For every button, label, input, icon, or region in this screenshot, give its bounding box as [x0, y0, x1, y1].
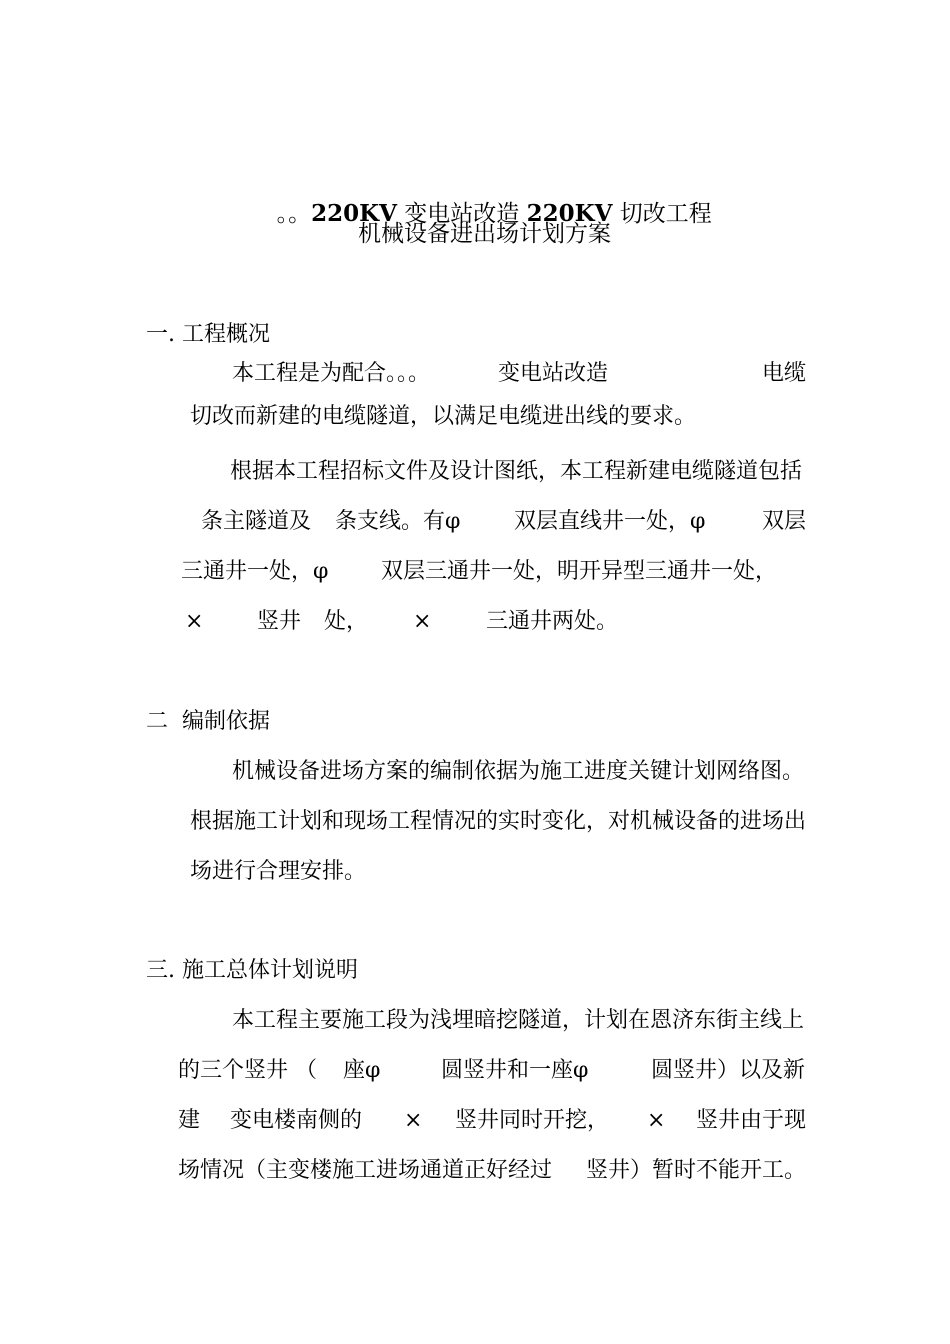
s1-p2-l3b: 双层三通井一处，明开异型三通井一处， [381, 559, 778, 584]
s3-l3d: 竖井同时开挖， [455, 1108, 610, 1133]
s1-p2-line1: 根据本工程招标文件及设计图纸，本工程新建电缆隧道包括 [230, 459, 803, 484]
document-subtitle: 机械设备进出场计划方案 [358, 221, 611, 247]
s3-l2b: 座φ [343, 1058, 381, 1083]
s3-l4b: 竖井）暂时不能开工。 [586, 1158, 807, 1183]
s1-p2-l4b: 竖井 [257, 609, 302, 634]
s1-p2-l2a: 条主隧道及 [201, 509, 312, 534]
s1-p1-line2: 切改而新建的电缆隧道，以满足电缆进出线的要求。 [190, 404, 697, 429]
section-1-heading: 一. 工程概况 [146, 322, 270, 347]
s3-l2a: 的三个竖井 （ [178, 1058, 317, 1083]
s3-l3c: × [404, 1108, 423, 1133]
s1-p1-text-c: 电缆 [762, 361, 807, 386]
s3-l3b: 变电楼南侧的 [230, 1108, 363, 1133]
s3-l2d: 圆竖井）以及新 [651, 1058, 806, 1083]
s1-p1-text-a: 本工程是为配合。。。 [232, 361, 431, 386]
s3-line1: 本工程主要施工段为浅埋暗挖隧道，计划在恩济东街主线上 [232, 1008, 805, 1033]
s1-p1-text-b: 变电站改造 [498, 361, 609, 386]
s3-l3f: 竖井由于现 [696, 1108, 807, 1133]
s3-l4a: 场情况（主变楼施工进场通道正好经过 [178, 1158, 553, 1183]
s2-line2: 根据施工计划和现场工程情况的实时变化，对机械设备的进场出 [190, 809, 807, 834]
title-mid: 变电站改造 [396, 201, 527, 227]
s1-p2-l4d: × [413, 609, 432, 634]
s1-p2-l2d: 双层 [762, 509, 807, 534]
s1-p2-l3a: 三通井一处，φ [181, 559, 329, 584]
s3-l3a: 建 [178, 1108, 201, 1133]
s3-l2c: 圆竖井和一座φ [441, 1058, 589, 1083]
section-2-heading: 二 编制依据 [146, 709, 270, 734]
s1-p2-l2b: 条支线。有φ [335, 509, 461, 534]
s1-p2-l2c: 双层直线井一处，φ [514, 509, 706, 534]
s3-l3e: × [647, 1108, 666, 1133]
title-voltage-2: 220KV [526, 200, 613, 227]
s1-p2-l4a: × [185, 609, 204, 634]
title-voltage-1: 220KV [311, 200, 397, 227]
s1-p2-l4e: 三通井两处。 [486, 609, 619, 634]
s2-line3: 场进行合理安排。 [190, 859, 367, 884]
title-prefix: 。。 [276, 201, 312, 227]
s1-p2-l4c: 处， [324, 609, 369, 634]
section-3-heading: 三. 施工总体计划说明 [146, 958, 358, 983]
s2-line1: 机械设备进场方案的编制依据为施工进度关键计划网络图。 [232, 759, 805, 784]
title-suffix: 切改工程 [612, 201, 712, 227]
